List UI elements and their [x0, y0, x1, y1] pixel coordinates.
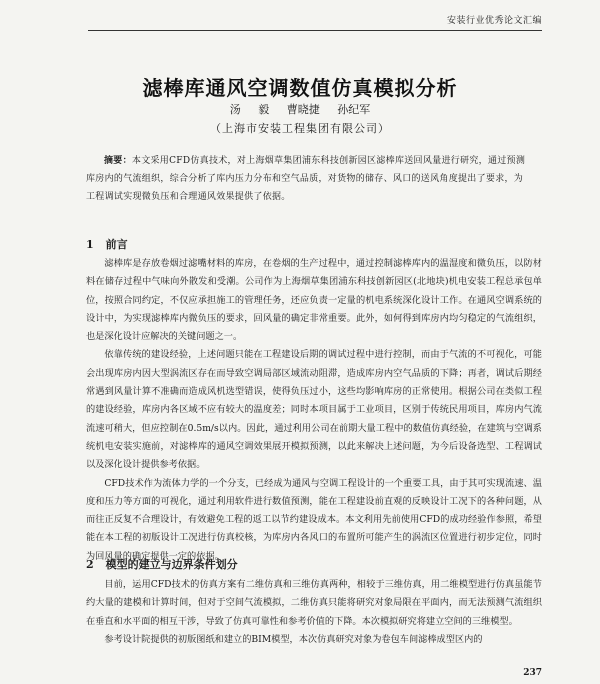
paragraph: CFD技术作为流体力学的一个分支，已经成为通风与空调工程设计的一个重要工具，由于其可实现流速、温度和压力等方面的可视化，通过利用软件进行数值预测，能在工程建设前直观的反映设计工况下的各种问题，从而往正反复不合理设计，有效避免工程的返工以节约建设成本。本文利用先前使用CFD的成功经验作参照，希望能在本工程的初版设计工况进行仿真校核，为库房内各风口的布置所可能产生的涡流区位置进行初步定位，同时为回风量的确定提供一定的依据。: [86, 477, 542, 562]
section-body-2: [86, 576, 542, 649]
section-number: 2: [86, 558, 94, 571]
page-number: 237: [523, 668, 542, 678]
paper-title: 滤棒库通风空调数值仿真模拟分析: [142, 76, 458, 100]
section-number: 1: [86, 238, 94, 251]
paper-affiliation: （上海市安装工程集团有限公司）: [210, 122, 390, 135]
abstract: [86, 152, 528, 206]
paragraph: 参考设计院提供的初版图纸和建立的BIM模型，本次仿真研究对象为卷包车间滤棒成型区内的: [104, 633, 483, 645]
paragraph: 依靠传统的建设经验，上述问题只能在工程建设后期的调试过程中进行控制，而由于气流的不可视化，可能会出现库房内因大型涡流区存在而导致空调局部区域流动阻滞，造成库房内空气品质的下降；再者，调试后期经常遇到风量计算不准确而造成风机选型错误，使得负压过小，这些均影响库房的正常使用。根据公司在类似工程的建设经验，库房内各区域不应有较大的温度差；同时本项目属于工业项目，区别于传统民用项目，库房内气流流速可稍大，但应控制在0.5m/s以内。因此，通过利用公司在前期大量工程中的数值仿真经验，在建筑与空调系统机电安装实施前，对滤棒库的通风空调效果展开模拟预测，以此来解决上述问题，为今后设备选型、工程调试以及深化设计提供参考依据。: [86, 349, 542, 471]
paragraph: 滤棒库是存放卷烟过滤嘴材料的库房，在卷烟的生产过程中，通过控制滤棒库内的温湿度和微负压，以防材料在储存过程中气味向外散发和受潮。公司作为上海烟草集团浦东科技创新园区(北地块)机电安装工程总承包单位，按照合同约定，不仅应承担施工的管理任务，还应负责一定量的机电系统深化设计工作。在通风空调系统的设计中，为实现滤棒库内微负压的要求，回风量的确定非常重要。此外，如何得到库房内均匀稳定的气流组织，也是深化设计应解决的关键问题之一。: [86, 258, 542, 343]
running-header: 安装行业优秀论文汇编: [446, 16, 542, 26]
header-rule: [88, 30, 542, 31]
section-body-1: [86, 255, 542, 566]
section-title: 前言: [105, 238, 128, 251]
abstract-text: 本文采用CFD仿真技术，对上海烟草集团浦东科技创新园区滤棒库送回风量进行研究，通过预测库房内的气流组织，综合分析了库内压力分布和空气品质，对货物的储存、风口的送风角度提出了要求，为工程调试实现微负压和合理通风效果提供了依据。: [86, 156, 526, 202]
section-heading-2: [86, 556, 238, 572]
paper-authors: 汤 毅 曹晓捷 孙纪军: [229, 103, 371, 116]
section-heading-1: [86, 236, 128, 252]
section-title: 模型的建立与边界条件划分: [105, 558, 238, 571]
paragraph: 目前，运用CFD技术的仿真方案有二维仿真和三维仿真两种，相较于三维仿真，用二维模型进行仿真虽能节约大量的建模和计算时间，但对于空间气流模拟，二维仿真只能将研究对象局限在平面内，而无法预测气流组织在垂直和水平面的相互干涉，导致了仿真可靠性和参考价值的下降。本次模拟研究将建立空间的三维模型。: [86, 579, 542, 627]
abstract-label: 摘要：: [104, 156, 132, 166]
